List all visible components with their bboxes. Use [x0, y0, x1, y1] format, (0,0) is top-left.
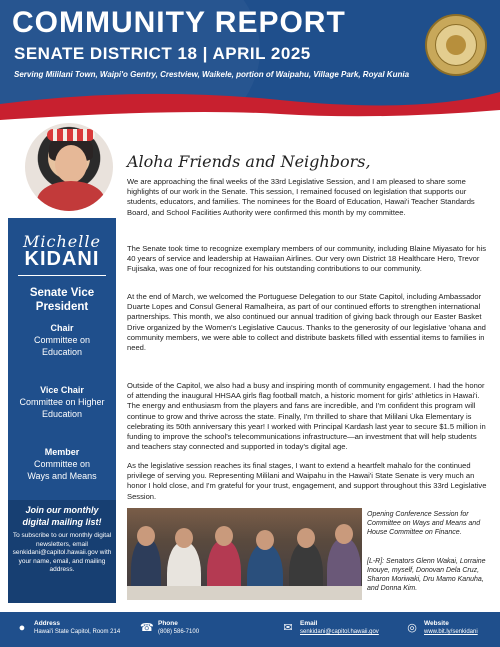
- paragraph-community: Outside of the Capitol, we also had a busy and inspiring month of community engagement. I had the honor of attending the inaugural HHSAA girls flag football match, a historic moment for girls' athletics in Hawai'i. The energy and enthusiasm from the players and fans are incredible, and I'm confident this program will continue to grow and thrive across the state. Finally, I'm thrilled to share that Mililani Uka Elementary is celebrating its 50th anniversary this year! I worked with Principal Kardash last year to secure $1.5 million in funding to improve the school's telecommunications infrastructure—an investment that will help students and teachers stay connected and supported in today's digital age.: [127, 381, 486, 452]
- photo-caption-names: [L-R]: Senators Glenn Wakai, Lorraine Inouye, myself, Donovan Dela Cruz, Sharon Moriwaki, Dru Mamo Kanuha, and Donna Kim.: [367, 558, 486, 592]
- paragraph-intro: We are approaching the final weeks of the 33rd Legislative Session, and I am pleased to share some highlights of our work in the Senate. This session, I remained focused on legislation that supports our students, educators, and families. The nominees for the Board of Education, Hawai'i Teacher Standards Board, and School Facilities Authority were confirmed this month by my committee.: [127, 177, 475, 217]
- service-areas: Serving Mililani Town, Waipi'o Gentry, Crestview, Waikele, portion of Waipahu, Village Park, Royal Kunia: [14, 70, 410, 79]
- senator-first-name: Michelle: [23, 232, 101, 251]
- lei: [37, 181, 105, 214]
- phone-icon: ☎: [140, 622, 154, 634]
- paragraph-recognition: The Senate took time to recognize exemplary members of our community, including Blaine Miyasato for his 40 years of service and leadership at Hawaiian Airlines. Our very own District 18 Healthcare Hero, Trevor Fujisaka, was one of four recognized for his outstanding contributions to our community.: [127, 244, 487, 274]
- role-label: Chair: [50, 323, 74, 333]
- paragraph-delegation: At the end of March, we welcomed the Portuguese Delegation to our State Capitol, including Ambassador Duarte Lopes and Consul General Ramalheira, as part of our continued efforts to strengthen international partnerships. This month, we also continued our annual tradition of giving back through our Easter Basket Drive organized by the Women's Legislative Caucus. Thanks to the generosity of our legislative 'ohana and community members, we were able to collect and distribute baskets filled with essential items to families in need.: [127, 292, 486, 353]
- role-chair: [8, 322, 116, 358]
- email-link[interactable]: senkidani@capitol.hawaii.gov: [300, 629, 379, 635]
- mailing-list-heading: Join our monthly digital mailing list!: [22, 505, 102, 527]
- district-date: SENATE DISTRICT 18 | APRIL 2025: [14, 44, 311, 63]
- sidebar-divider: [18, 275, 106, 276]
- globe-icon: ◎: [407, 622, 417, 634]
- location-pin-icon: ●: [18, 622, 26, 634]
- photo-caption-title: Opening Conference Session for Committee on Ways and Means and House Committee on Finance.: [367, 511, 481, 536]
- senator-last-name: KIDANI: [24, 248, 100, 270]
- state-seal-icon: [425, 14, 487, 76]
- report-title: COMMUNITY REPORT: [12, 6, 346, 39]
- senator-portrait: [22, 120, 116, 214]
- flower-crown: [47, 129, 95, 141]
- role-vice-chair: [8, 384, 116, 420]
- greeting: Aloha Friends and Neighbors,: [127, 152, 371, 171]
- role-member: [8, 446, 116, 482]
- committee-name: Committee on Higher Education: [19, 397, 105, 419]
- role-label: Member: [44, 447, 80, 457]
- table: [127, 586, 362, 600]
- envelope-icon: ✉: [283, 622, 293, 634]
- committee-name: Committee on Ways and Means: [27, 459, 97, 481]
- senator-title: Senate Vice President: [29, 287, 95, 313]
- paragraph-closing: As the legislative session reaches its final stages, I want to extend a heartfelt mahalo for the continued privilege of serving you. Representing Mililani and Waipahu in the Hawai'i State Senate is very much an honor I hold close, and I'm grateful for your trust, engagement, and support throughout this 33rd Legislative Session.: [127, 461, 487, 501]
- website-link[interactable]: www.bit.ly/senkidani: [424, 629, 478, 635]
- committee-name: Committee on Education: [33, 335, 91, 357]
- conference-session-photo: [127, 508, 362, 600]
- role-label: Vice Chair: [40, 385, 84, 395]
- mailing-list-instructions: To subscribe to our monthly digital newsletters, email senkidani@capitol.hawaii.gov with your name, email, and mailing address.: [12, 532, 112, 573]
